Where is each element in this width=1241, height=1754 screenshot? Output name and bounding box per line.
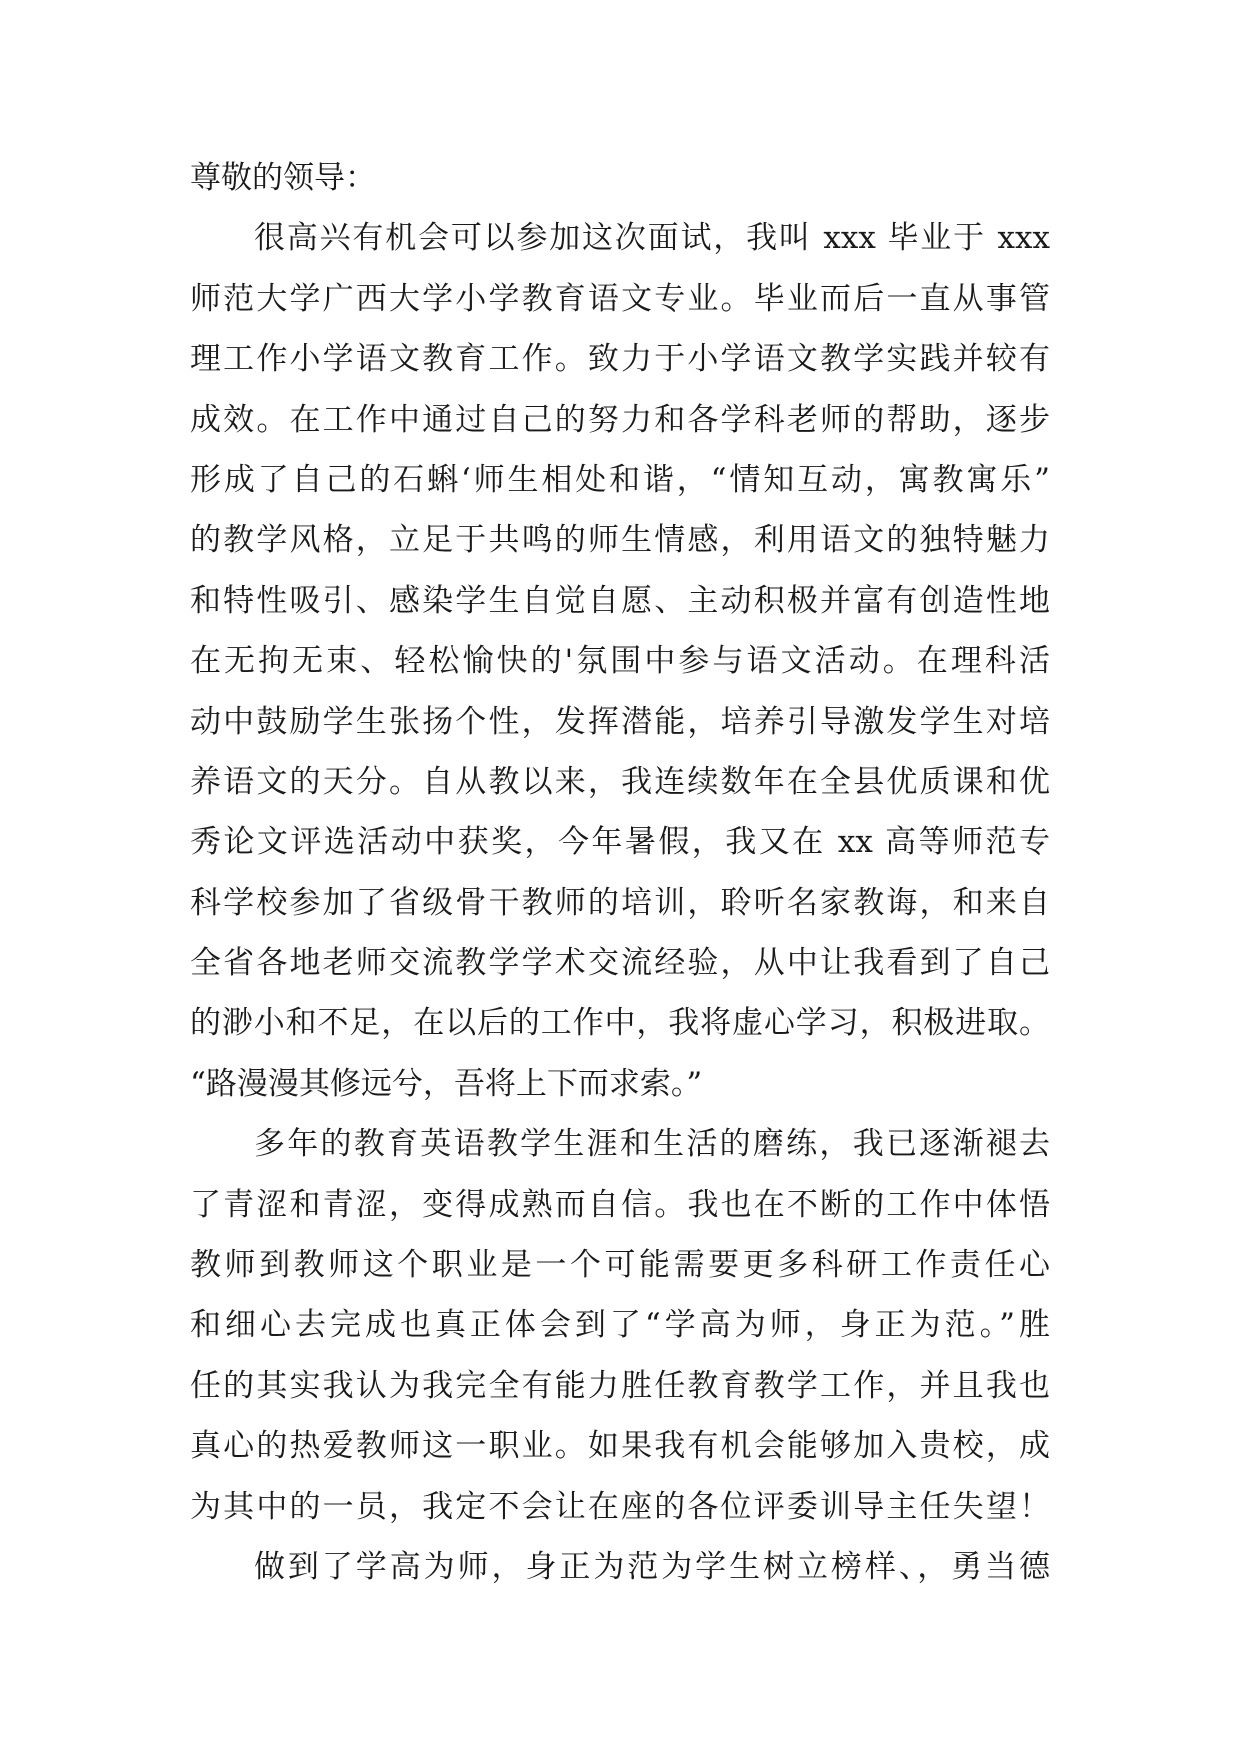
text-line: 教师到教师这个职业是一个可能需要更多科研工作责任心 [190, 1247, 1050, 1284]
text-line: 秀论文评选活动中获奖，今年暑假，我又在 xx 高等师范专 [190, 824, 1050, 861]
text-line: 为其中的一员，我定不会让在座的各位评委训导主任失望！ [190, 1488, 1050, 1525]
paragraph-1-line-3 [190, 329, 1050, 389]
text-line: 动中鼓励学生张扬个性，发挥潜能，培养引导激发学生对培 [190, 703, 1050, 740]
text-line: 理工作小学语文教育工作。致力于小学语文教学实践并较有 [190, 341, 1050, 378]
text-line: 成效。在工作中通过自己的努力和各学科老师的帮助，逐步 [190, 401, 1050, 438]
paragraph-1-line-5 [190, 450, 1050, 510]
text-line: “路漫漫其修远兮，吾将上下而求索。” [190, 1065, 703, 1102]
salutation-line [190, 148, 1050, 208]
paragraph-1-line-6 [190, 510, 1050, 570]
text-line: 任的其实我认为我完全有能力胜任教育教学工作，并且我也 [190, 1367, 1050, 1404]
text-line: 科学校参加了省级骨干教师的培训，聆听名家教诲，和来自 [190, 884, 1050, 921]
text-line: 很高兴有机会可以参加这次面试，我叫 xxx 毕业于 xxx [254, 220, 1050, 257]
paragraph-2-line-6 [190, 1416, 1050, 1476]
paragraph-1-line-1 [190, 208, 1050, 268]
text-line: 的教学风格，立足于共鸣的师生情感，利用语文的独特魅力 [190, 522, 1050, 559]
text-line: 和特性吸引、感染学生自觉自愿、主动积极并富有创造性地 [190, 582, 1050, 619]
paragraph-1-line-15 [190, 1054, 1050, 1114]
paragraph-2-line-7 [190, 1477, 1050, 1537]
paragraph-1-line-8 [190, 631, 1050, 691]
paragraph-2-line-1 [190, 1114, 1050, 1174]
text-line: 的渺小和不足，在以后的工作中，我将虚心学习，积极进取。 [190, 1005, 1050, 1042]
salutation: 尊敬的领导： [190, 160, 376, 196]
paragraph-1-line-13 [190, 933, 1050, 993]
text-line: 真心的热爱教师这一职业。如果我有机会能够加入贵校，成 [190, 1428, 1050, 1465]
text-line: 做到了学高为师，身正为范为学生树立榜样、，勇当德 [254, 1548, 1050, 1585]
paragraph-2-line-5 [190, 1356, 1050, 1416]
text-line: 全省各地老师交流教学学术交流经验，从中让我看到了自己 [190, 945, 1050, 982]
text-line: 和细心去完成也真正体会到了“学高为师，身正为范。”胜 [190, 1307, 1050, 1344]
paragraph-1-line-14 [190, 993, 1050, 1053]
paragraph-1-line-2 [190, 269, 1050, 329]
text-line: 师范大学广西大学小学教育语文专业。毕业而后一直从事管 [190, 280, 1050, 317]
paragraph-2-line-2 [190, 1175, 1050, 1235]
paragraph-2-line-3 [190, 1235, 1050, 1295]
paragraph-1-line-12 [190, 873, 1050, 933]
paragraph-1-line-9 [190, 692, 1050, 752]
text-line: 多年的教育英语教学生涯和生活的磨练，我已逐渐褪去 [254, 1126, 1050, 1163]
paragraph-2-line-4 [190, 1295, 1050, 1355]
paragraph-1-line-4 [190, 390, 1050, 450]
paragraph-1-line-10 [190, 752, 1050, 812]
text-line: 养语文的天分。自从教以来，我连续数年在全县优质课和优 [190, 763, 1050, 800]
letter-body [190, 148, 1050, 1597]
paragraph-1-line-7 [190, 571, 1050, 631]
paragraph-3-line-1 [190, 1537, 1050, 1597]
text-line: 形成了自己的石蝌‘师生相处和谐，“情知互动，寓教寓乐” [190, 461, 1050, 498]
paragraph-1-line-11 [190, 812, 1050, 872]
text-line: 了青涩和青涩，变得成熟而自信。我也在不断的工作中体悟 [190, 1186, 1050, 1223]
text-line: 在无拘无束、轻松愉快的'氛围中参与语文活动。在理科活 [190, 643, 1050, 680]
